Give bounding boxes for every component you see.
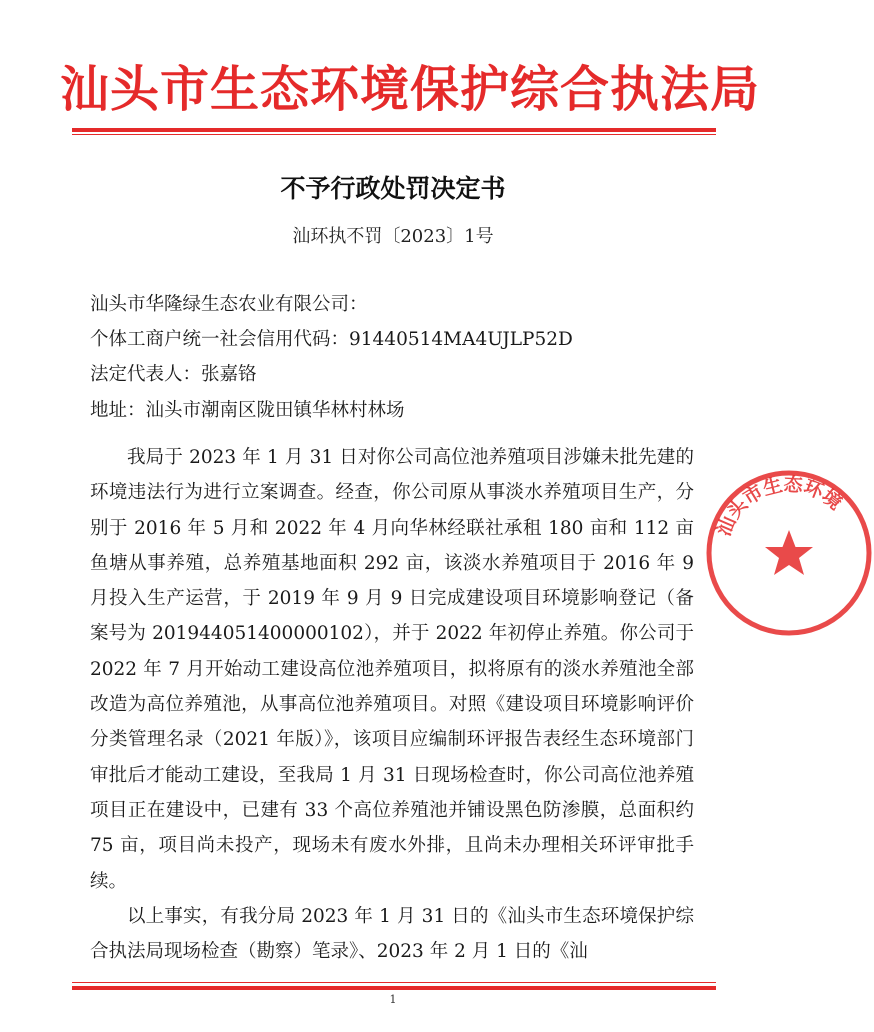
seal-star-icon bbox=[765, 530, 813, 575]
footer-rule-thin bbox=[72, 982, 716, 983]
agency-letterhead: 汕头市生态环境保护综合执法局 bbox=[60, 61, 761, 118]
page-number: 1 bbox=[389, 993, 397, 1006]
official-seal-stamp bbox=[704, 468, 874, 638]
body-paragraph-evidence: 以上事实，有我分局 2023 年 1 月 31 日的《汕头市生态环境保护综合执法局现场检查（勘察）笔录》、2023 年 2 月 1 日的《汕 bbox=[90, 905, 694, 963]
header-rule-thick bbox=[72, 128, 716, 132]
document-title: 不予行政处罚决定书 bbox=[280, 174, 506, 203]
decision-body bbox=[90, 440, 694, 969]
recipient-legal-representative: 法定代表人：张嘉铬 bbox=[90, 364, 257, 385]
body-paragraph-facts: 我局于 2023 年 1 月 31 日对你公司高位池养殖项目涉嫌未批先建的环境违法行为进行立案调查。经查，你公司原从事淡水养殖项目生产，分别于 2016 年 5 月和 2022 年 4 月向华林经联社承租 180 亩和 112 亩鱼塘从事养殖，总养殖基地面积 292 亩，该淡水养殖项目于 2016 年 9 月投入生产运营，于 2019 年 9 月 9 日完成建设项目环境影响登记（备案号为 201944051400000102），并于 2022 年初停止养殖。你公司于 2022 年 7 月开始动工建设高位池养殖项目，拟将原有的淡水养殖池全部改造为高位养殖池，从事高位池养殖项目。对照《建设项目环境影响评价分类管理名录（2021 年版）》，该项目应编制环评报告表经生态环境部门审批后才能动工建设，至我局 1 月 31 日现场检查时，你公司高位池养殖项目正在建设中，已建有 33 个高位养殖池并铺设黑色防渗膜，总面积约 75 亩，项目尚未投产，现场未有废水外排，且尚未办理相关环评审批手续。 bbox=[90, 447, 694, 892]
seal-text: 汕头市生态环境 bbox=[712, 473, 846, 540]
recipient-address: 地址：汕头市潮南区陇田镇华林村林场 bbox=[90, 400, 405, 421]
recipient-credit-code: 个体工商户统一社会信用代码：91440514MA4UJLP52D bbox=[90, 329, 573, 350]
document-number: 汕环执不罚〔2023〕1号 bbox=[292, 226, 494, 247]
recipient-name: 汕头市华隆绿生态农业有限公司： bbox=[90, 294, 368, 315]
footer-rule-thick bbox=[72, 986, 716, 990]
header-rule-thin bbox=[72, 134, 716, 135]
